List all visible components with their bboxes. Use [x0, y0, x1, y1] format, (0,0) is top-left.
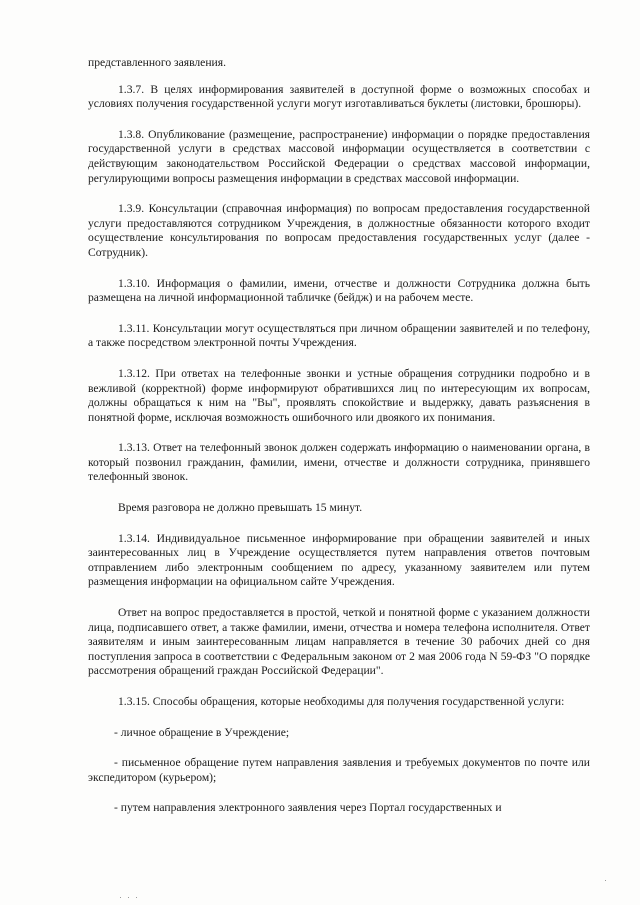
paragraph-1-3-14: 1.3.14. Индивидуальное письменное информирование при обращении заявителей и иных заинтересованных лиц в Учреждение осуществляется путем направления ответов почтовым отправлением либо электронным сообщением по адресу, указанному заявителем или путем размещения информации на официальном сайте Учреждения. — [88, 531, 590, 589]
scan-speck — [136, 897, 137, 898]
document-body — [88, 56, 590, 816]
paragraph-1-3-7: 1.3.7. В целях информирования заявителей в доступной форме о возможных способах и условиях получения государственной услуги могут изготавливаться буклеты (листовки, брошюры). — [88, 82, 590, 111]
paragraph-1-3-15: 1.3.15. Способы обращения, которые необходимы для получения государственной услуги: — [118, 695, 565, 708]
paragraph-call-duration: Время разговора не должно превышать 15 минут. — [118, 501, 363, 515]
paragraph-1-3-8: 1.3.8. Опубликование (размещение, распространение) информации о порядке предоставления государственной услуги в средствах массовой информации осуществляется в соответствии с действующим законодательством Российской Федерации о средствах массовой информации, регулирующими вопросы размещения информации в средствах массовой информации. — [88, 127, 590, 185]
paragraph-response-form: Ответ на вопрос предоставляется в простой, четкой и понятной форме с указанием должности лица, подписавшего ответ, а также фамилии, имени, отчества и номера телефона исполнителя. Ответ заявителям и иным заинтересованным лицам направляется в течение 30 рабочих дней со дня поступления запроса в соответствии с Федеральным законом от 2 мая 2006 года N 59-ФЗ "О порядке рассмотрения обращений граждан Российской Федерации". — [88, 606, 590, 678]
paragraph-1-3-10: 1.3.10. Информация о фамилии, имени, отчестве и должности Сотрудника должна быть размещена на личной информационной табличке (бейдж) и на рабочем месте. — [88, 276, 590, 305]
list-item-electronic-request: - путем направления электронного заявления через Портал государственных и — [114, 801, 502, 815]
paragraph-1-3-13: 1.3.13. Ответ на телефонный звонок должен содержать информацию о наименовании органа, в который позвонил гражданин, фамилии, имени, отчестве и должности сотрудника, принявшего телефонный звонок. — [88, 441, 590, 484]
scan-speck — [120, 897, 121, 898]
scan-speck — [128, 897, 129, 898]
scan-speck — [605, 880, 606, 881]
list-item-written-request: - письменное обращение путем направления заявления и требуемых документов по почте или экспедитором (курьером); — [88, 756, 590, 784]
paragraph-1-3-12: 1.3.12. При ответах на телефонные звонки и устные обращения сотрудники подробно и в вежливой (корректной) форме информируют обратившихся лиц по интересующим их вопросам, должны обращаться к ним на "Вы", проявлять спокойствие и выдержку, давать разъяснения в понятной форме, исключая возможность ошибочного или двоякого их понимания. — [88, 366, 590, 424]
paragraph-1-3-11: 1.3.11. Консультации могут осуществляться при личном обращении заявителей и по телефону, а также посредством электронной почты Учреждения. — [88, 321, 590, 350]
paragraph-continuation: представленного заявления. — [88, 56, 226, 69]
list-item-personal-visit: - личное обращение в Учреждение; — [114, 725, 290, 739]
paragraph-1-3-9: 1.3.9. Консультации (справочная информация) по вопросам предоставления государственной услуги предоставляются сотрудником Учреждения, в должностные обязанности которого входит осуществление консультирования по вопросам предоставления государственных услуг (далее - Сотрудник). — [88, 202, 590, 259]
